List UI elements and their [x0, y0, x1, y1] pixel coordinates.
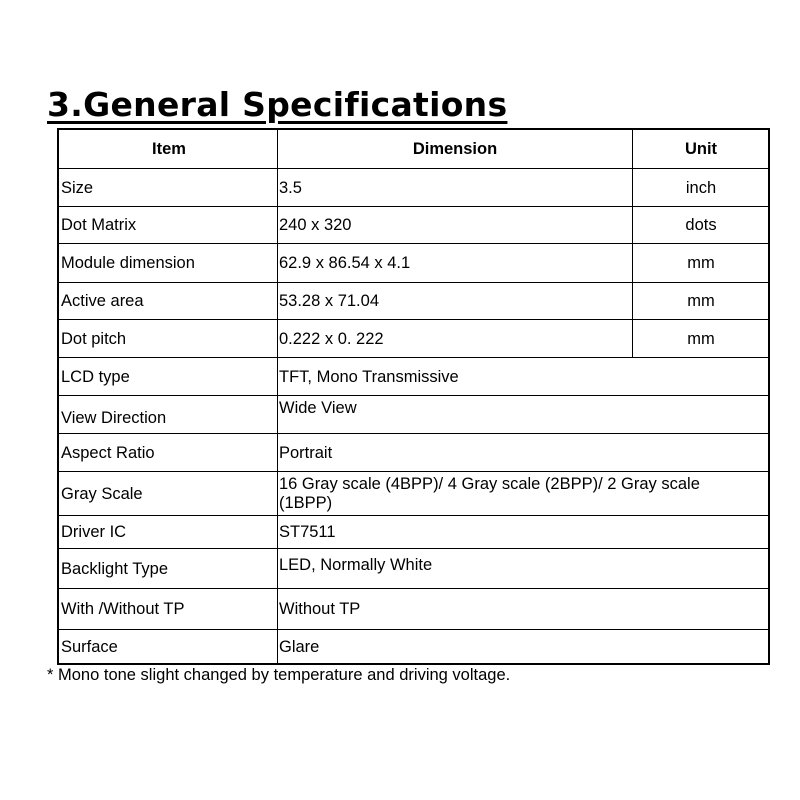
row-unit: mm	[687, 292, 715, 310]
row-dimension: 3.5	[279, 178, 302, 197]
footnote: * Mono tone slight changed by temperature and driving voltage.	[47, 666, 511, 684]
row-dimension: Portrait	[279, 443, 333, 462]
row-item: Gray Scale	[61, 484, 143, 503]
row-dimension: 16 Gray scale (4BPP)/ 4 Gray scale (2BPP)/ 2 Gray scale (1BPP)	[279, 475, 700, 512]
row-dimension: Without TP	[279, 600, 361, 618]
row-item: Driver IC	[61, 523, 127, 541]
row-item: LCD type	[61, 367, 130, 386]
row-item: Backlight Type	[61, 559, 169, 578]
row-item: View Direction	[61, 408, 167, 427]
header-unit: Unit	[684, 139, 718, 158]
row-dimension: 62.9 x 86.54 x 4.1	[279, 254, 411, 272]
table-row	[59, 433, 768, 472]
row-item: Aspect Ratio	[61, 443, 155, 462]
row-dimension: LED, Normally White	[279, 556, 433, 574]
row-unit: inch	[685, 178, 717, 197]
row-dimension: Glare	[279, 637, 320, 656]
table-row	[59, 395, 768, 434]
row-item: Dot Matrix	[61, 216, 137, 234]
section-title: 3.General Specifications	[47, 85, 508, 124]
table-row	[59, 515, 768, 549]
row-dimension: ST7511	[279, 523, 336, 541]
row-dimension: 0.222 x 0. 222	[279, 329, 384, 348]
header-item: Item	[152, 139, 186, 158]
row-unit: mm	[687, 329, 715, 348]
row-item: Size	[61, 178, 94, 197]
table-row	[59, 629, 768, 664]
table-row	[59, 168, 768, 207]
row-unit: dots	[685, 216, 717, 234]
table-row	[59, 548, 768, 589]
table-row	[59, 471, 768, 516]
row-item: Active area	[61, 292, 144, 310]
row-item: Module dimension	[61, 254, 195, 272]
table-row	[59, 357, 768, 396]
general-specifications-table	[57, 128, 770, 665]
row-item: Dot pitch	[61, 329, 127, 348]
table-row	[59, 206, 768, 244]
row-dimension: TFT, Mono Transmissive	[279, 367, 459, 386]
row-item: Surface	[61, 637, 118, 656]
row-dimension: 53.28 x 71.04	[279, 292, 379, 310]
table-row	[59, 243, 768, 283]
table-row	[59, 588, 768, 630]
row-item: With /Without TP	[61, 600, 185, 618]
row-dimension: 240 x 320	[279, 216, 352, 234]
row-dimension: Wide View	[279, 399, 357, 417]
table-row	[59, 319, 768, 358]
table-row	[59, 282, 768, 320]
header-dimension: Dimension	[412, 139, 498, 158]
row-unit: mm	[687, 254, 715, 272]
table-header-row	[59, 130, 768, 168]
